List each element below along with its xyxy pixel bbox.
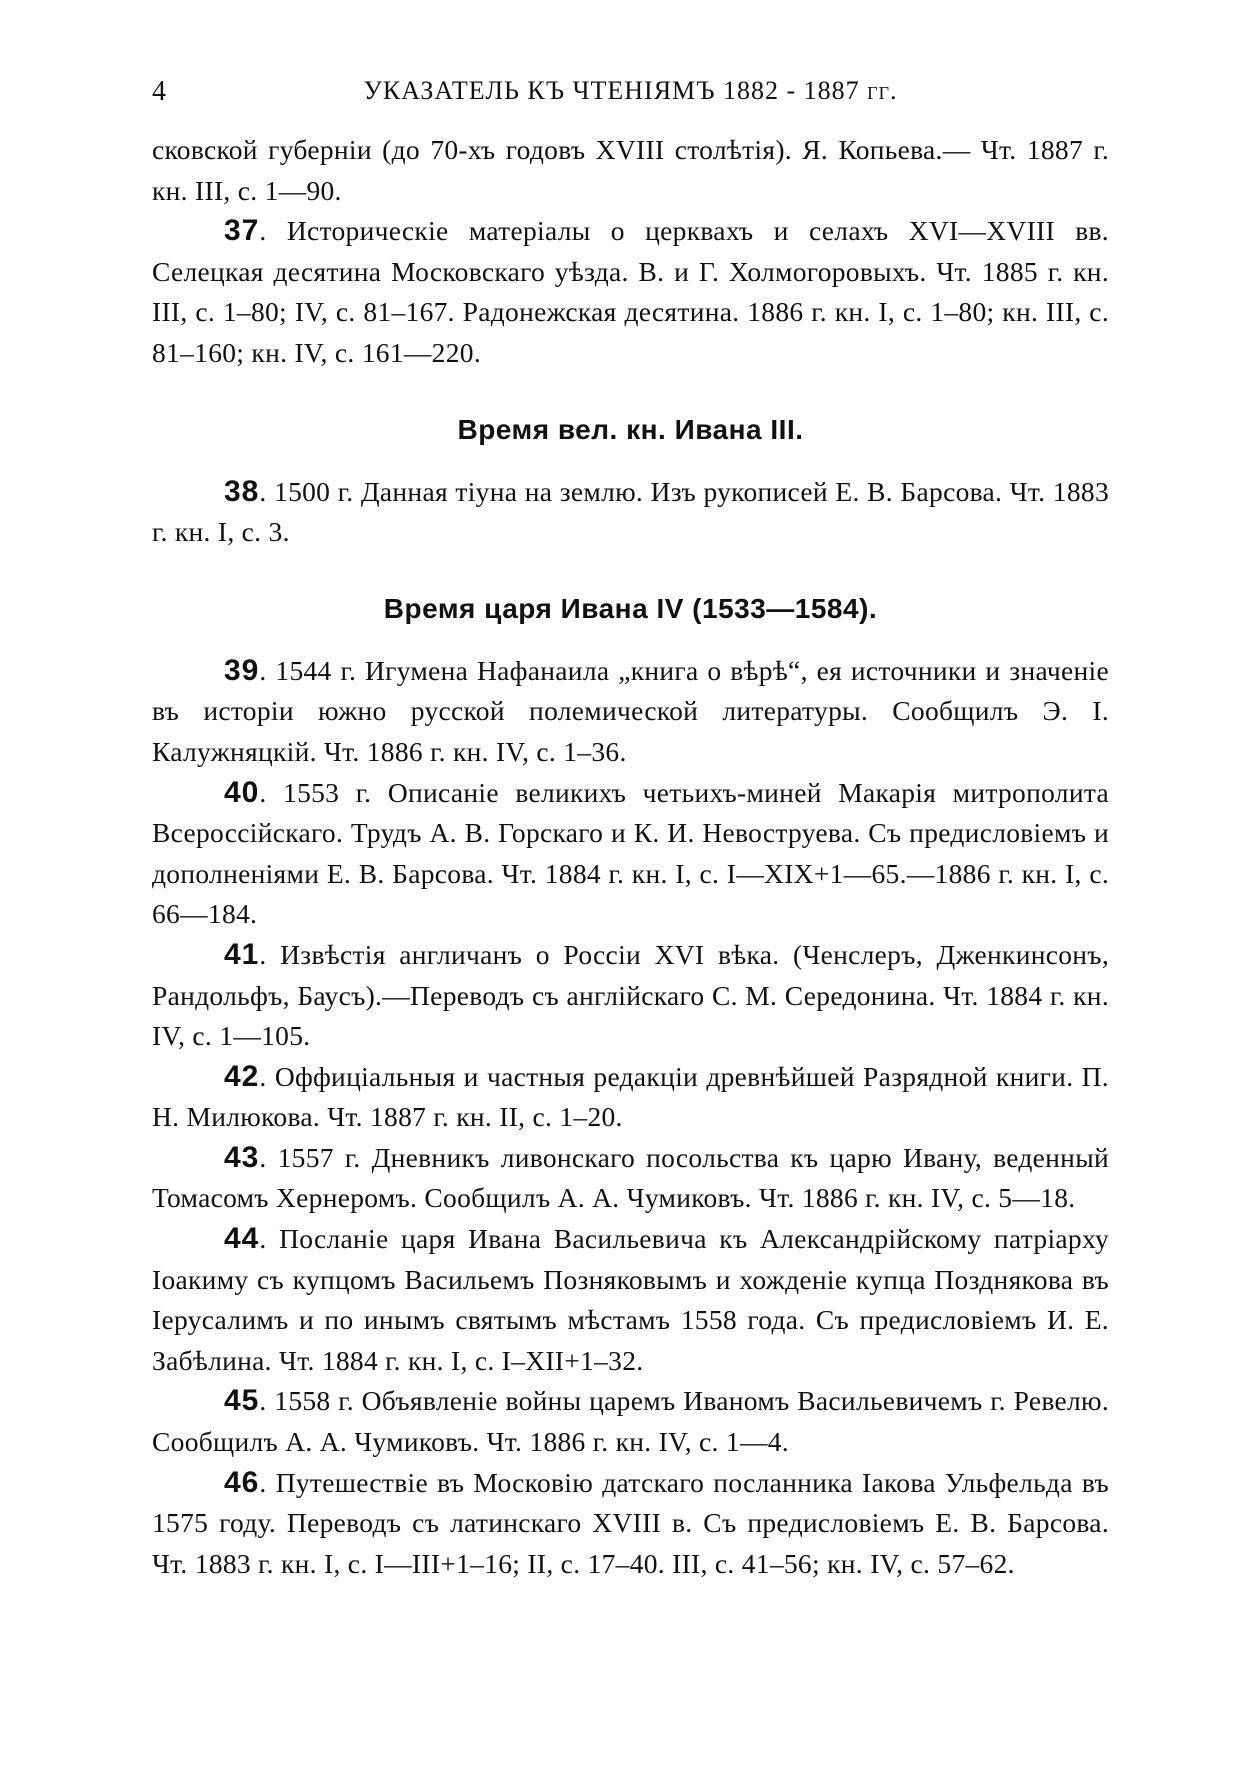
entry-number: 37 xyxy=(224,214,260,248)
entry-text: . 1544 г. Игумена Нафанаила „книга о вѣрѣ“, ея источники и значеніе въ исторіи южно русской полемической литературы. Сообщилъ Э. I. Калужняцкій. Чт. 1886 г. кн. IV, с. 1–36. xyxy=(152,654,1109,767)
continuation-paragraph: сковской губерніи (до 70-хъ годовъ XVIII столѣтія). Я. Копьева.— Чт. 1887 г. кн. III, с. 1—90. xyxy=(152,134,1109,206)
entry-text: . 1558 г. Объявленіе войны царемъ Иваномъ Васильевичемъ г. Ревелю. Сообщилъ А. А. Чумиковъ. Чт. 1886 г. кн. IV, с. 1—4. xyxy=(152,1385,1109,1458)
entry-43 xyxy=(152,1138,1109,1219)
entry-text: . Путешествіе въ Московію датскаго посланника Іакова Ульфельда въ 1575 году. Переводъ съ латинскаго XVIII в. Съ предисловіемъ Е. В. Барсова. Чт. 1883 г. кн. I, с. I—III+1–16; II, с. 17–40. III, с. 41–56; кн. IV, с. 57–62. xyxy=(152,1466,1109,1579)
page-number: 4 xyxy=(152,76,166,107)
entry-number: 46 xyxy=(224,1465,260,1499)
entry-41 xyxy=(152,935,1109,1057)
entry-number: 40 xyxy=(224,775,260,809)
entry-number: 41 xyxy=(224,937,260,971)
entry-number: 38 xyxy=(224,474,260,508)
entry-40 xyxy=(152,773,1109,935)
entry-46 xyxy=(152,1463,1109,1585)
entries-group-c xyxy=(152,651,1109,1585)
page-body xyxy=(152,130,1109,1584)
entry-45 xyxy=(152,1381,1109,1462)
entry-38 xyxy=(152,472,1109,553)
entries-group-b xyxy=(152,472,1109,553)
entry-text: . Историческіе матеріалы о церквахъ и селахъ XVI—XVIII вв. Селецкая десятина Московскаго уѣзда. В. и Г. Холмогоровыхъ. Чт. 1885 г. кн. III, с. 1–80; IV, с. 81–167. Радонежская десятина. 1886 г. кн. I, с. 1–80; кн. III, с. 81–160; кн. IV, с. 161—220. xyxy=(152,215,1109,368)
entry-text: . Оффиціальныя и частныя редакціи древнѣйшей Разрядной книги. П. Н. Милюкова. Чт. 1887 г. кн. II, с. 1–20. xyxy=(152,1060,1109,1133)
entry-number: 44 xyxy=(224,1222,260,1256)
entry-text: . Посланіе царя Ивана Васильевича къ Александрійскому патріарху Іоакиму съ купцомъ Васильемъ Позняковымъ и хожденіе купца Позднякова въ Іерусалимъ и по инымъ святымъ мѣстамъ 1558 года. Съ предисловіемъ И. Е. Забѣлина. Чт. 1884 г. кн. I, с. I–XII+1–32. xyxy=(152,1223,1109,1376)
entry-text: . Извѣстія англичанъ о Россіи XVI вѣка. (Ченслеръ, Дженкинсонъ, Рандольфъ, Баусъ).—Переводъ съ англійскаго С. М. Середонина. Чт. 1884 г. кн. IV, с. 1—105. xyxy=(152,938,1109,1052)
entries-group-a xyxy=(152,211,1109,373)
section-heading-ivan-iv: Время царя Ивана IV (1533—1584). xyxy=(383,592,878,624)
entry-text: . 1500 г. Данная тіуна на землю. Изъ рукописей Е. В. Барсова. Чт. 1883 г. кн. I, с. 3. xyxy=(152,475,1109,548)
entry-text: . 1557 г. Дневникъ ливонскаго посольства къ царю Ивану, веденный Томасомъ Хернеромъ. Сообщилъ А. А. Чумиковъ. Чт. 1886 г. кн. IV, с. 5—18. xyxy=(152,1141,1109,1214)
entry-number: 45 xyxy=(224,1384,260,1418)
entry-37 xyxy=(152,211,1109,373)
entry-42 xyxy=(152,1057,1109,1138)
section-heading-ivan-iii: Время вел. кн. Ивана III. xyxy=(457,413,804,445)
entry-text: . 1553 г. Описаніе великихъ четьихъ-миней Макарія митрополита Всероссійскаго. Трудъ А. В. Горскаго и К. И. Невоструева. Съ предисловіемъ и дополненіями Е. В. Барсова. Чт. 1884 г. кн. I, с. I—XIX+1—65.—1886 г. кн. I, с. 66—184. xyxy=(152,776,1109,930)
entry-number: 43 xyxy=(224,1140,260,1174)
entry-39 xyxy=(152,651,1109,773)
running-title: УКАЗАТЕЛЬ КЪ ЧТЕНІЯМЪ 1882 - 1887 гг. xyxy=(363,76,898,105)
page-header xyxy=(152,76,1109,116)
entry-44 xyxy=(152,1219,1109,1381)
entry-number: 42 xyxy=(224,1059,260,1093)
entry-number: 39 xyxy=(224,653,260,687)
